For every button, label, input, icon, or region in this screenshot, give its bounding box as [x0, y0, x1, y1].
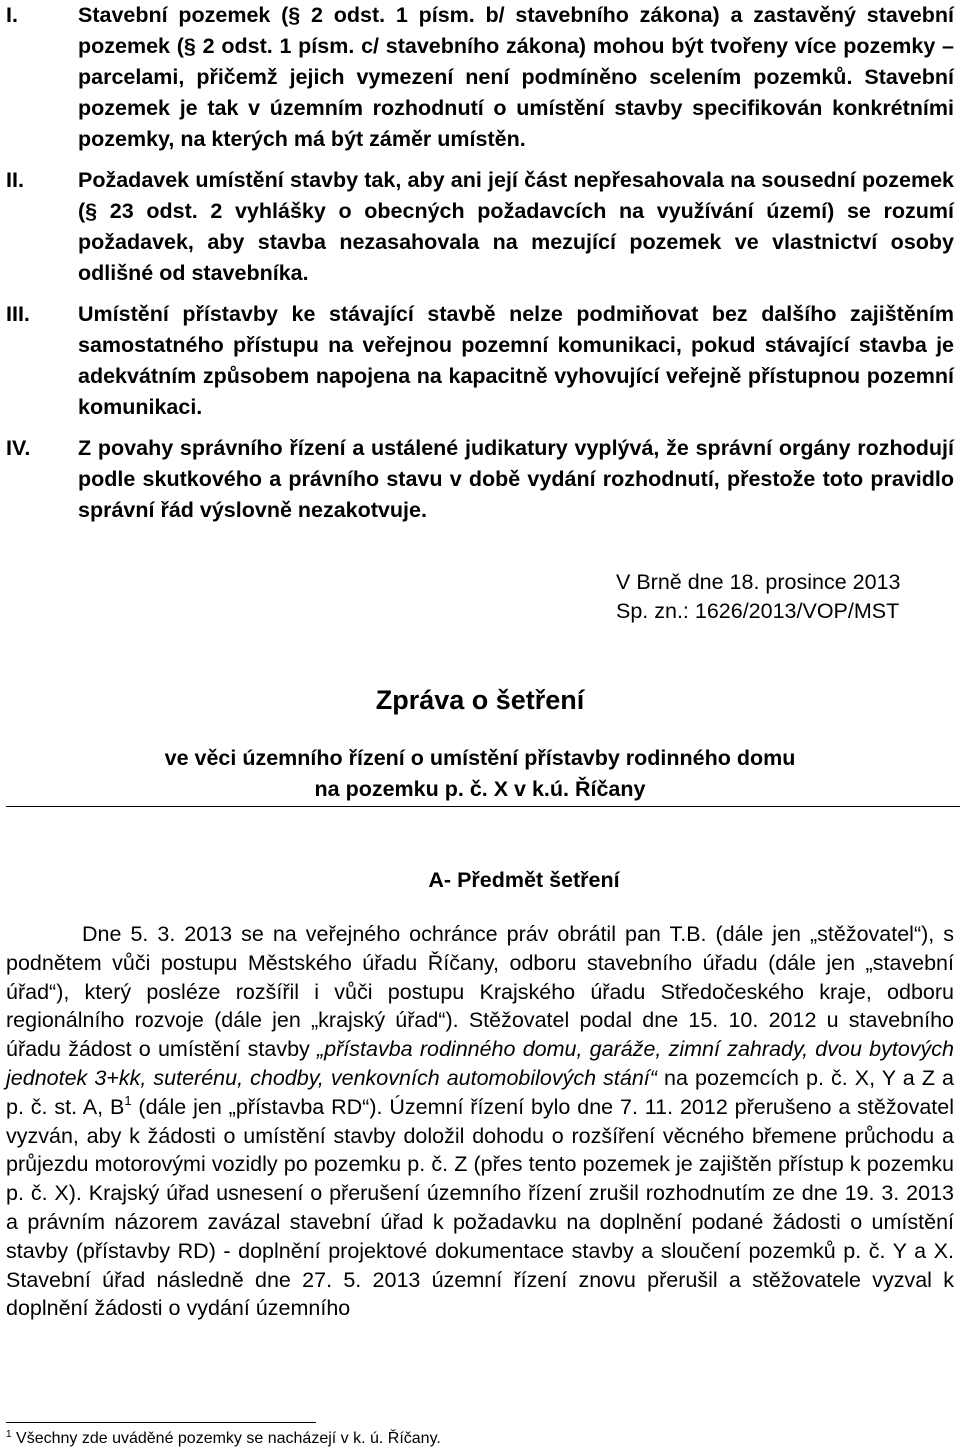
reference-number: Sp. zn.: 1626/2013/VOP/MST	[616, 599, 900, 623]
principle-number: I.	[6, 3, 18, 27]
report-subtitle	[6, 743, 954, 805]
section-heading: A- Předmět šetření	[428, 868, 620, 892]
principle-number: IV.	[6, 436, 31, 460]
place-date: V Brně dne 18. prosince 2013	[616, 570, 901, 594]
principle-text: Stavební pozemek (§ 2 odst. 1 písm. b/ stavebního zákona) a zastavěný stavební pozemek (§ 2 odst. 1 písm. c/ stavebního zákona) mohou být tvořeny více pozemky – parcelami, přičemž jejich vymezení není podmíněno scelením pozemků. Stavební pozemek je tak v územním rozhodnutí o umístění stavby specifikován konkrétními pozemky, na kterých má být záměr umístěn.	[78, 3, 954, 151]
body-paragraph	[6, 920, 954, 1323]
report-title: Zpráva o šetření	[375, 685, 585, 715]
legal-principle	[6, 0, 954, 155]
title-rule	[6, 806, 960, 807]
body-parcels: na pozemcích p. č. X, Y a Z a p. č. st. A, B	[6, 1065, 954, 1119]
footnote-reference[interactable]: 1	[124, 1092, 132, 1108]
document-page	[6, 0, 954, 1447]
subtitle-line: ve věci územního řízení o umístění přístavby rodinného domu	[164, 746, 796, 770]
subtitle-line: na pozemku p. č. X v k.ú. Říčany	[314, 777, 646, 801]
footnote-text: Všechny zde uváděné pozemky se nacházejí v k. ú. Říčany.	[16, 1430, 441, 1447]
footnote	[6, 1430, 441, 1448]
legal-principle	[6, 433, 954, 526]
principle-text: Požadavek umístění stavby tak, aby ani její část nepřesahovala na sousední pozemek (§ 23 odst. 2 vyhlášky o obecných požadavcích na využívání území) se rozumí požadavek, aby stavba nezasahovala na mezující pozemek ve vlastnictví osoby odlišné od stavebníka.	[78, 168, 954, 285]
principle-text: Z povahy správního řízení a ustálené judikatury vyplývá, že správní orgány rozhodují podle skutkového a právního stavu v době vydání rozhodnutí, přestože toto pravidlo správní řád výslovně nezakotvuje.	[78, 436, 954, 522]
legal-principle	[6, 165, 954, 289]
legal-principles	[6, 0, 954, 526]
principle-number: III.	[6, 302, 30, 326]
principle-number: II.	[6, 168, 24, 192]
footnote-rule	[6, 1422, 316, 1423]
project-description: „přístavba rodinného domu, garáže, zimní zahrady, dvou bytových jednotek 3+kk, suterénu, chodby, venkovních automobilových stání“	[6, 1037, 954, 1090]
principle-text: Umístění přístavby ke stávající stavbě nelze podmiňovat bez dalšího zajištěním samostatného přístupu na veřejnou pozemní komunikaci, pokud stávající stavba je adekvátním způsobem napojena na kapacitně vyhovující veřejně přístupnou pozemní komunikaci.	[78, 302, 954, 419]
document-meta	[616, 568, 900, 626]
footnote-mark: 1	[6, 1429, 12, 1440]
legal-principle	[6, 299, 954, 423]
body-lead: Dne 5. 3. 2013 se na veřejného ochránce práv obrátil pan T.B. (dále jen „stěžovatel“), s podnětem vůči postupu Městského úřadu Říčany, odboru stavebního úřadu (dále jen „stavební úřad“), který posléze rozšířil i vůči postupu Krajského úřadu Středočeského kraje, odboru regionálního rozvoje (dále jen „krajský úřad“). Stěžovatel podal dne 15. 10. 2012 u stavebního úřadu žádost o umístění stavby	[6, 922, 954, 1062]
body-rest: (dále jen „přístavba RD“). Územní řízení bylo dne 7. 11. 2012 přerušeno a stěžovatel vyzván, aby k žádosti o umístění stavby doložil dohodu o rozšíření věcného břemene průchodu a průjezdu motorovými vozidly po pozemku p. č. Z (přes tento pozemek je zajištěn přístup k pozemku p. č. X). Krajský úřad usnesení o přerušení územního řízení zrušil rozhodnutím ze dne 19. 3. 2013 a právním názorem zavázal stavební úřad k požadavku na doplnění podané žádosti o umístění stavby (přístavby RD) - doplnění projektové dokumentace stavby a sloučení pozemků p. č. Y a X. Stavební úřad následně dne 27. 5. 2013 územní řízení znovu přerušil a stěžovatele vyzval k doplnění žádosti o vydání územního	[6, 1094, 954, 1321]
